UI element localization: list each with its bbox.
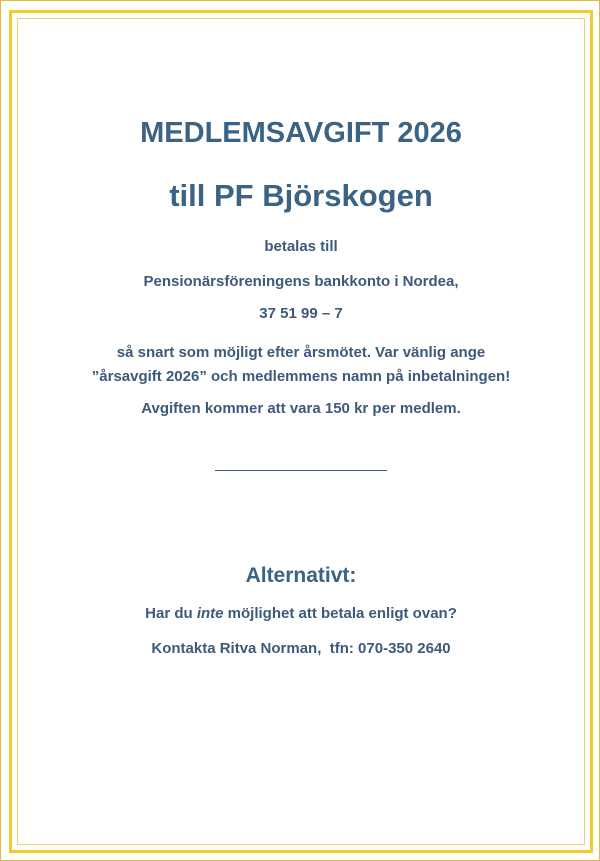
alternative-heading: Alternativt: [245, 564, 357, 587]
question-after: möjlighet att betala enligt ovan? [223, 605, 457, 622]
notice-title: MEDLEMSAVGIFT 2026 [140, 117, 462, 149]
question-emphasis: inte [196, 605, 224, 622]
contact-text: Kontakta Ritva Norman, tfn: 070-350 2640 [151, 640, 451, 657]
fee-text: Avgiften kommer att vara 150 kr per medlem. [141, 400, 461, 417]
instructions-line-2: ”årsavgift 2026” och medlemmens namn på inbetalningen! [91, 368, 511, 385]
question-before: Har du [145, 605, 197, 622]
instructions-line-1: så snart som möjligt efter årsmötet. Var vänlig ange [116, 344, 486, 361]
divider-line [215, 470, 387, 471]
account-number: 37 51 99 – 7 [259, 305, 343, 322]
instructions-text [1, 341, 600, 389]
notice-subtitle: till PF Björskogen [169, 178, 433, 213]
alternative-question [1, 605, 600, 622]
pay-to-text: betalas till [264, 238, 338, 255]
bank-text: Pensionärsföreningens bankkonto i Nordea, [143, 273, 459, 290]
